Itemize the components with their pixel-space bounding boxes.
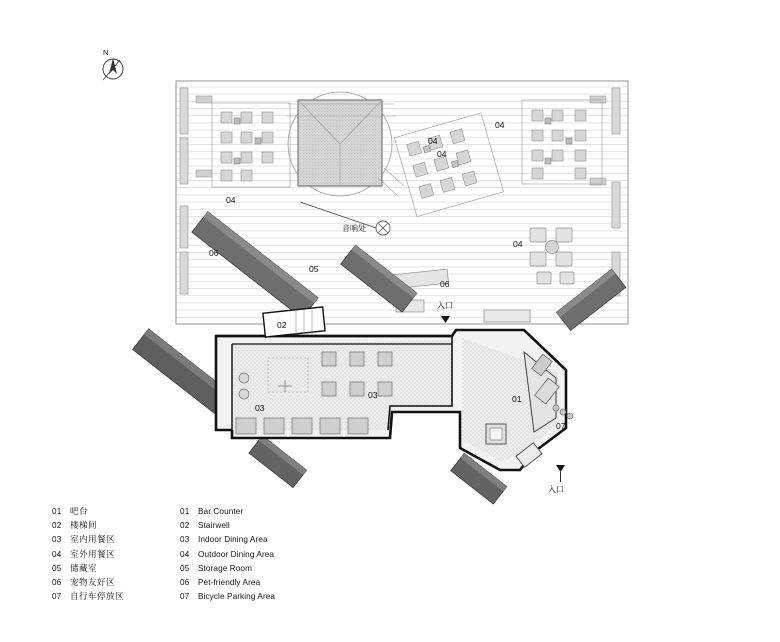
legend-number-cn: 01 (52, 507, 62, 516)
legend-number-en: 05 (180, 563, 190, 573)
legend-label-en: Pet-friendly Area (198, 577, 261, 587)
legend-label-cn: 储藏室 (70, 563, 97, 574)
legend-cn-entry (52, 565, 180, 574)
annotation-speaker-location: 音响处 (342, 224, 366, 233)
legend-number-cn: 05 (52, 563, 62, 573)
legend-en-entry (180, 508, 243, 516)
legend-en-entry (180, 593, 275, 601)
room-label-05: 05 (309, 264, 319, 274)
legend-number-en: 03 (180, 535, 190, 545)
legend-cn-entry (52, 551, 180, 560)
legend-row (52, 579, 472, 593)
room-label-06-right: 06 (440, 279, 450, 289)
legend-number-en: 01 (180, 507, 190, 516)
legend-cn-entry (52, 593, 180, 602)
room-label-04-right: 04 (495, 120, 505, 130)
legend-row (52, 551, 472, 565)
room-label-06-left: 06 (209, 248, 219, 258)
room-label-02: 02 (277, 320, 287, 330)
legend-number-cn: 04 (52, 549, 62, 559)
legend-label-cn: 室内用餐区 (70, 535, 115, 546)
legend-number-cn: 03 (52, 535, 62, 545)
legend-label-en: Bar Counter (198, 507, 244, 516)
legend-row (52, 508, 472, 522)
compass-rose (103, 48, 123, 80)
legend-number-en: 06 (180, 577, 190, 587)
annotation-entrance-bottom: 入口 (548, 485, 564, 494)
legend-row (52, 536, 472, 550)
legend-label-en: Storage Room (198, 563, 252, 573)
legend-en-entry (180, 579, 260, 587)
room-label-03-left: 03 (255, 403, 265, 413)
legend (52, 508, 472, 607)
room-label-01: 01 (512, 394, 522, 404)
compass-north-label: N (103, 48, 109, 57)
legend-label-cn: 室外用餐区 (70, 549, 115, 560)
legend-cn-entry (52, 579, 180, 588)
room-label-07: 07 (556, 421, 566, 431)
room-label-03-right: 03 (368, 390, 378, 400)
legend-label-en: Stairwell (198, 521, 230, 531)
room-label-04-left: 04 (226, 195, 236, 205)
legend-label-cn: 自行车停放区 (70, 592, 124, 603)
legend-en-entry (180, 565, 252, 573)
legend-label-cn: 宠物友好区 (70, 577, 115, 588)
legend-en-entry (180, 522, 230, 530)
legend-label-en: Indoor Dining Area (198, 535, 268, 545)
room-label-04-lounge: 04 (513, 239, 523, 249)
legend-cn-entry (52, 522, 180, 531)
legend-label-cn: 吧台 (70, 507, 88, 517)
room-label-04-rotated: 04 (437, 149, 447, 159)
legend-row (52, 593, 472, 607)
legend-number-cn: 06 (52, 577, 62, 587)
legend-number-en: 04 (180, 549, 190, 559)
legend-number-en: 07 (180, 592, 190, 602)
legend-number-cn: 07 (52, 592, 62, 602)
legend-en-entry (180, 536, 268, 544)
legend-number-en: 02 (180, 521, 190, 531)
legend-label-en: Outdoor Dining Area (198, 549, 275, 559)
legend-cn-entry (52, 508, 180, 517)
room-label-04-center: 04 (428, 136, 438, 146)
legend-number-cn: 02 (52, 521, 62, 531)
legend-cn-entry (52, 536, 180, 545)
legend-row (52, 522, 472, 536)
legend-en-entry (180, 551, 274, 559)
annotation-entrance-top: 入口 (437, 301, 453, 310)
legend-label-en: Bicycle Parking Area (198, 592, 276, 602)
legend-label-cn: 楼梯间 (70, 521, 97, 532)
legend-row (52, 565, 472, 579)
